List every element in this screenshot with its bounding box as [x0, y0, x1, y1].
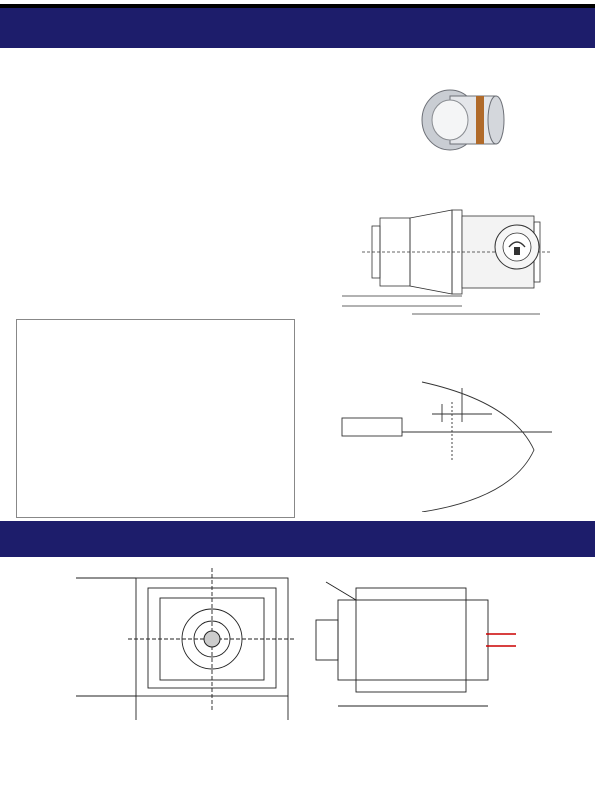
page-title: [0, 4, 595, 48]
lamp-end-view: [492, 222, 542, 272]
reflector-drawing: [302, 362, 585, 512]
spectral-chart: [18, 337, 290, 509]
dimension-drawing: [302, 196, 585, 344]
lamp-photo: [388, 58, 568, 176]
notes: [16, 734, 582, 736]
module-title: [0, 521, 595, 557]
module-drawing: [16, 560, 584, 730]
